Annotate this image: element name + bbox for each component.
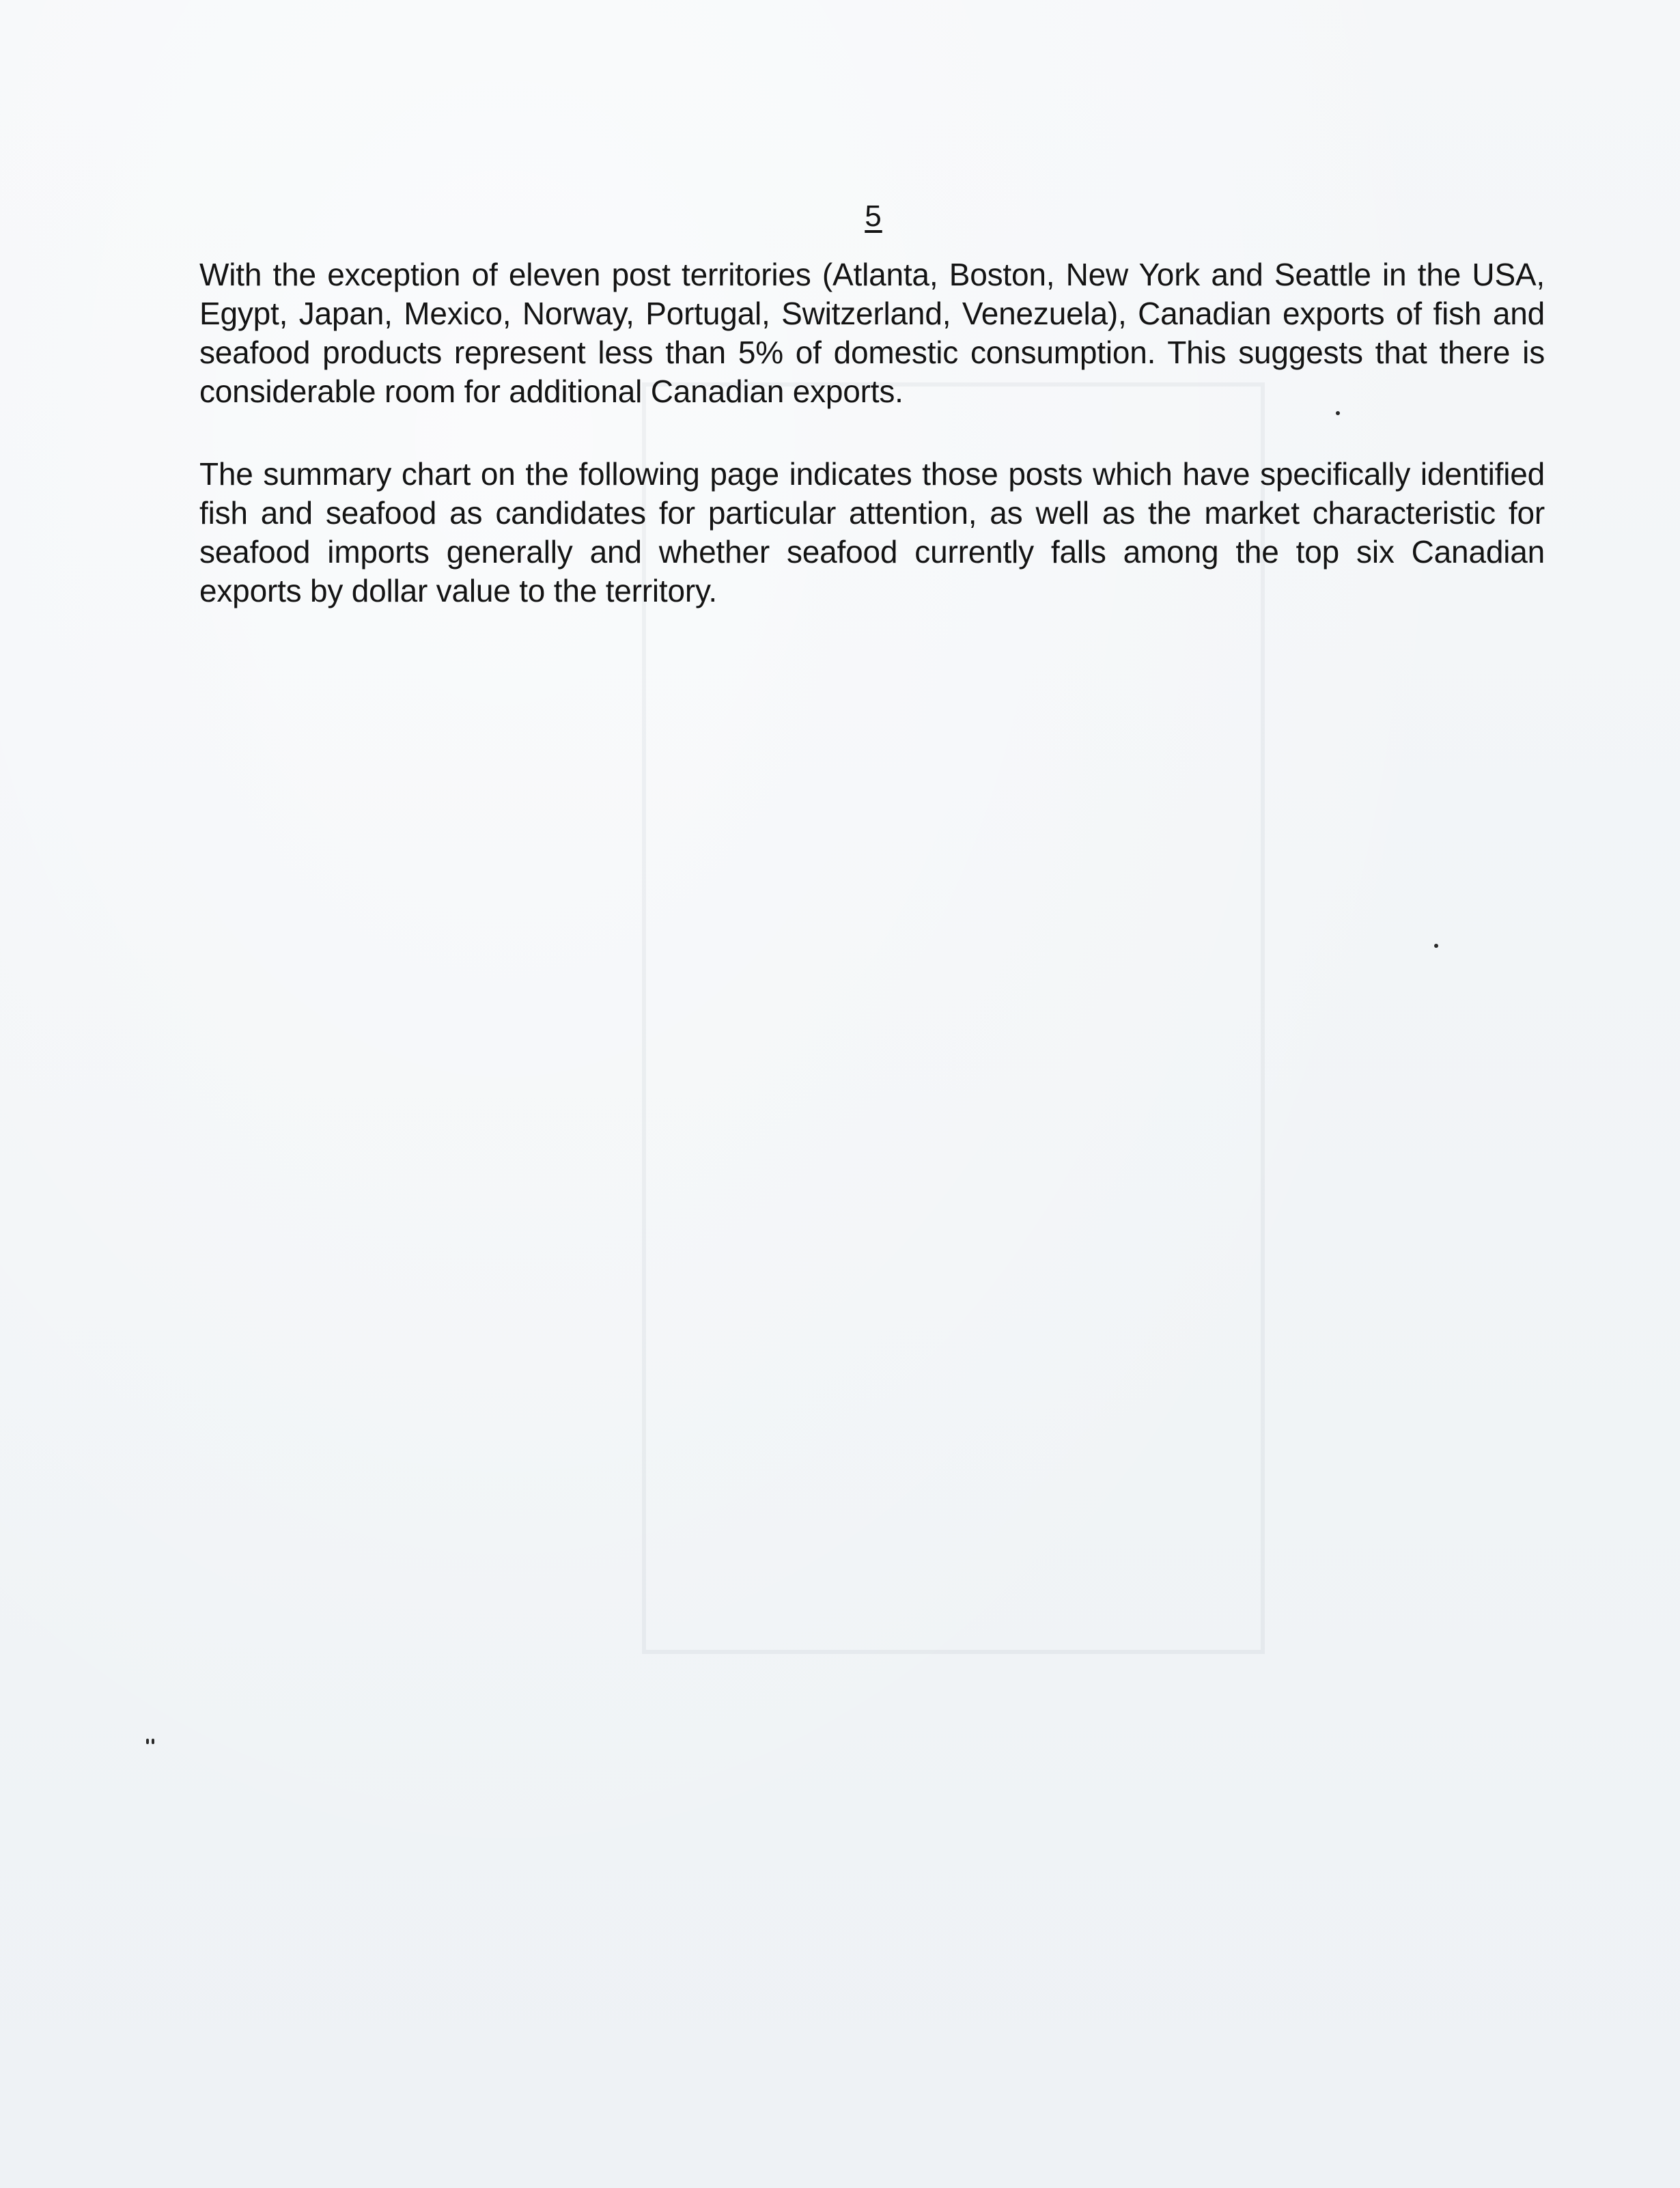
- scan-speck: [146, 1739, 149, 1744]
- scan-speck: [1336, 411, 1340, 415]
- scan-speck: [1434, 944, 1438, 948]
- scan-speck: [152, 1739, 154, 1744]
- page-number: 5: [865, 199, 882, 233]
- body-paragraph: With the exception of eleven post territories (Atlanta, Boston, New York and Seattle in the USA, Egypt, Japan, Mexico, Norway, Portugal, Switzerland, Venezuela), Canadian exports of fish and seafood products represent less than 5% of domestic consumption. This suggests that there is considerable room for additional Canadian exports.: [199, 257, 1545, 409]
- body-paragraph: The summary chart on the following page indicates those posts which have specifically identified fish and seafood as candidates for particular attention, as well as the market characteristic for seafood imports generally and whether seafood currently falls among the top six Canadian exports by dollar value to the territory.: [199, 456, 1545, 608]
